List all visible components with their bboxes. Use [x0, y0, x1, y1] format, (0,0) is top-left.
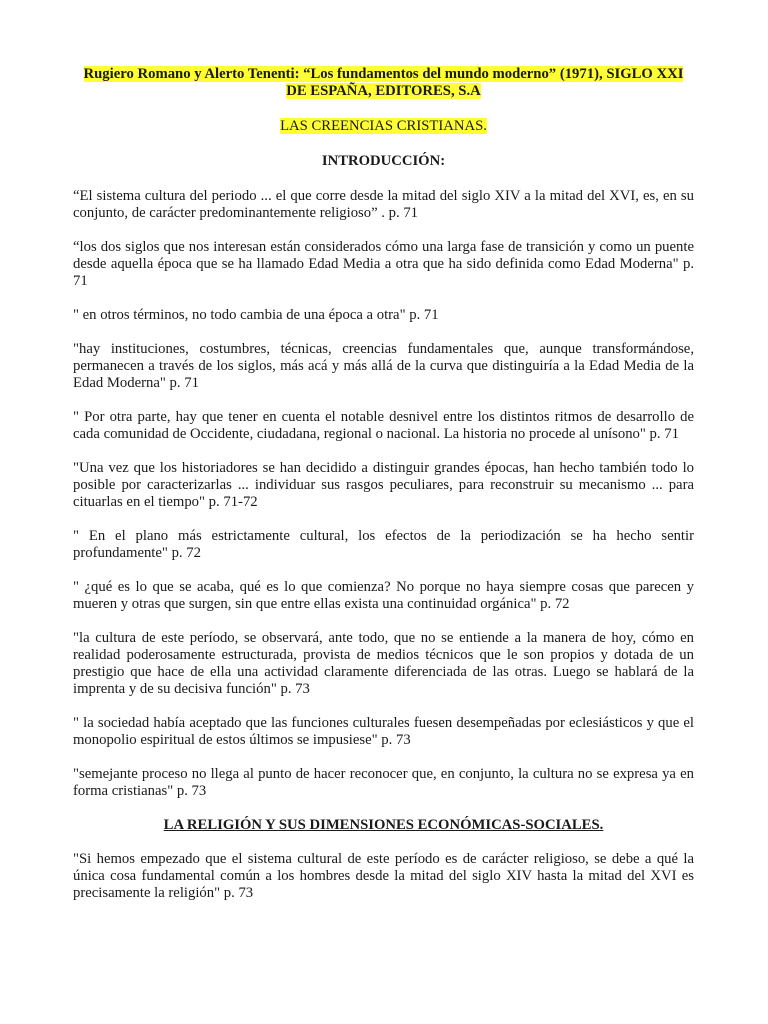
paragraph: "Una vez que los historiadores se han decidido a distinguir grandes épocas, han hecho también todo lo posible por caracterizarlas ... individuar sus rasgos peculiares, para reconstruir su mecanismo ... para cituarlas en el tiempo" p. 71-72 — [73, 460, 694, 510]
paragraph: " ¿qué es lo que se acaba, qué es lo que comienza? No porque no haya siempre cosas que parecen y mueren y otras que surgen, sin que entre ellas exista una continuidad orgánica" p. 72 — [73, 579, 694, 612]
section-title-text: LAS CREENCIAS CRISTIANAS. — [280, 118, 487, 134]
section-title — [73, 118, 694, 135]
citation-text: Rugiero Romano y Alerto Tenenti: “Los fundamentos del mundo moderno” (1971), SIGLO XXI DE ESPAÑA, EDITORES, S.A — [83, 66, 684, 99]
introduction-heading: INTRODUCCIÓN: — [321, 153, 446, 169]
paragraph: “El sistema cultura del periodo ... el que corre desde la mitad del siglo XIV a la mitad del XVI, es, en su conjunto, de carácter predominantemente religioso” . p. 71 — [73, 188, 694, 221]
document-page — [73, 66, 694, 902]
paragraph: “los dos siglos que nos interesan están considerados cómo una larga fase de transición y como un puente desde aquella época que se ha llamado Edad Media a otra que ha sido definida como Edad Moderna" p. 71 — [73, 239, 694, 289]
paragraph: " En el plano más estrictamente cultural, los efectos de la periodización se ha hecho sentir profundamente" p. 72 — [73, 528, 694, 561]
paragraph: " en otros términos, no todo cambia de una época a otra" p. 71 — [73, 307, 439, 323]
citation-heading — [73, 66, 694, 100]
paragraph: " la sociedad había aceptado que las funciones culturales fuesen desempeñadas por eclesiásticos y que el monopolio espiritual de estos últimos se impusiese" p. 73 — [73, 715, 694, 748]
paragraph: "hay instituciones, costumbres, técnicas, creencias fundamentales que, aunque transformándose, permanecen a través de los siglos, más acá y más allá de la curva que distinguiría a la Edad Media de la Edad Moderna" p. 71 — [73, 341, 694, 391]
religion-heading: LA RELIGIÓN Y SUS DIMENSIONES ECONÓMICAS-SOCIALES. — [163, 817, 604, 833]
paragraph: "semejante proceso no llega al punto de hacer reconocer que, en conjunto, la cultura no se expresa ya en forma cristianas" p. 73 — [73, 766, 694, 799]
paragraph: " Por otra parte, hay que tener en cuenta el notable desnivel entre los distintos ritmos de desarrollo de cada comunidad de Occidente, ciudadana, regional o nacional. La historia no procede al unísono" p. 71 — [73, 409, 694, 442]
paragraph: "Si hemos empezado que el sistema cultural de este período es de carácter religioso, se debe a qué la única cosa fundamental común a los hombres desde la mitad del siglo XIV hasta la mitad del XVI es precisamente la religión" p. 73 — [73, 851, 694, 901]
paragraph: "la cultura de este período, se observará, ante todo, que no se entiende a la manera de hoy, cómo en realidad poderosamente estructurada, provista de medios técnicos que le son propios y dotada de un prestigio que hace de ella una actividad claramente diferenciada de las otras. Luego se hablará de la imprenta y de su decisiva función" p. 73 — [73, 630, 694, 697]
